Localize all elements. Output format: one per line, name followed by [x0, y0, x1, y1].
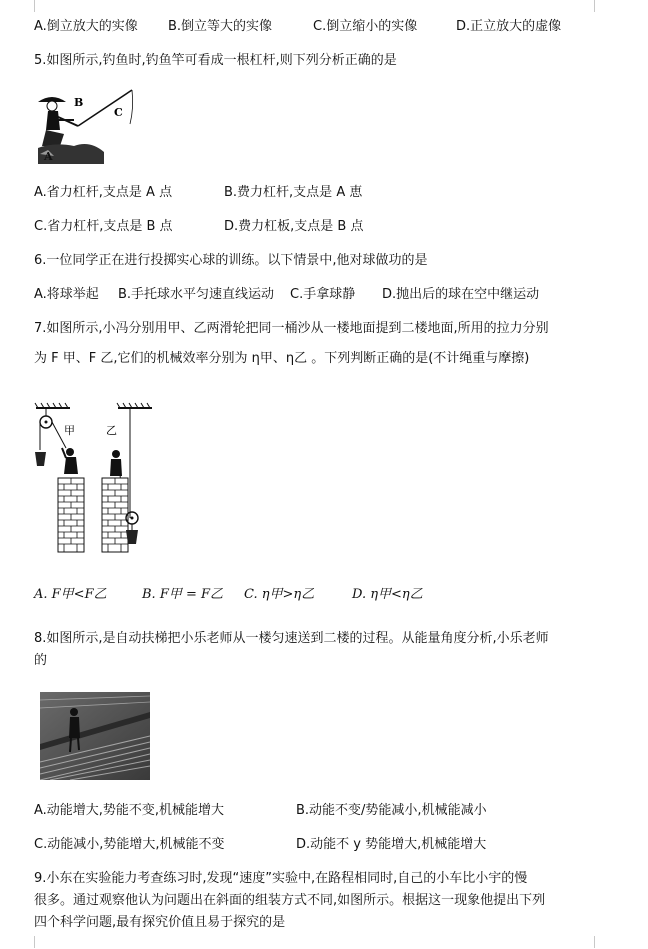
- q7-option-a: A. F甲<F乙: [34, 587, 107, 602]
- label-a: A: [44, 150, 53, 163]
- q4-option-a: A.倒立放大的实像: [34, 19, 138, 34]
- left-bucket: [35, 452, 46, 466]
- fisher-head: [47, 101, 57, 111]
- label-b: B: [74, 96, 84, 109]
- movable-pulley-axle: [131, 517, 134, 520]
- corner-mark-bottom-left: [22, 936, 35, 948]
- q5-stem: 5.如图所示,钓鱼时,钓鱼竿可看成一根杠杆,则下列分析正确的是: [34, 53, 397, 68]
- q7-stem-line-2: 为 F 甲、F 乙,它们的机械效率分别为 η甲、η乙 。下列判断正确的是(不计绳重与摩擦): [34, 351, 530, 366]
- corner-mark-bottom-right: [594, 936, 607, 948]
- label-c: C: [114, 106, 123, 119]
- q8-option-c: C.动能减小,势能增大,机械能不变: [34, 837, 225, 852]
- q8-option-d: D.动能不 y 势能增大,机械能增大: [296, 837, 487, 852]
- label-yi: 乙: [106, 424, 117, 437]
- q6-stem: 6.一位同学正在进行投掷实心球的训练。以下情景中,他对球做功的是: [34, 253, 428, 268]
- label-jia: 甲: [64, 424, 75, 437]
- q5-option-a: A.省力杠杆,支点是 A 点: [34, 185, 173, 200]
- q4-option-c: C.倒立缩小的实像: [313, 19, 418, 34]
- q4-option-b: B.倒立等大的实像: [168, 19, 273, 34]
- q4-option-d: D.正立放大的虚像: [456, 19, 562, 34]
- fishing-figure: [34, 84, 138, 164]
- escalator-photo: [40, 692, 150, 780]
- right-person-body: [110, 459, 122, 476]
- fixed-pulley-axle: [45, 421, 48, 424]
- q8-option-a: A.动能增大,势能不变,机械能增大: [34, 803, 225, 818]
- corner-mark-top-left: [22, 0, 35, 12]
- q6-option-a: A.将球举起: [34, 287, 99, 302]
- q7-stem-line-1: 7.如图所示,小冯分别用甲、乙两滑轮把同一桶沙从一楼地面提到二楼地面,所用的拉力分别: [34, 321, 549, 336]
- q9-stem-line-3: 四个科学问题,最有探究价值且易于探究的是: [34, 915, 286, 930]
- left-person-arm: [62, 448, 66, 458]
- teacher-leg-right: [78, 738, 79, 750]
- q8-stem-line-2: 的: [34, 653, 48, 668]
- left-person-head: [66, 448, 74, 456]
- q6-option-b: B.手托球水平匀速直线运动: [118, 287, 275, 302]
- q9-stem-line-1: 9.小东在实验能力考查练习时,发现“速度”实验中,在路程相同时,自己的小车比小宇的慢: [34, 871, 528, 886]
- left-person-body: [64, 457, 78, 474]
- right-person-head: [112, 450, 120, 458]
- q5-option-c: C.省力杠杆,支点是 B 点: [34, 219, 173, 234]
- q8-stem-line-1: 8.如图所示,是自动扶梯把小乐老师从一楼匀速送到二楼的过程。从能量角度分析,小乐老师: [34, 631, 549, 646]
- corner-mark-top-right: [594, 0, 607, 12]
- q7-option-b: B. F甲 = F乙: [142, 587, 224, 602]
- q6-option-c: C.手拿球静: [290, 287, 356, 302]
- teacher-head: [70, 708, 78, 716]
- q6-option-d: D.抛出后的球在空中继运动: [382, 287, 540, 302]
- q5-option-d: D.费力杠板,支点是 B 点: [224, 219, 364, 234]
- q7-option-c: C. η甲>η乙: [244, 587, 315, 602]
- q9-stem-line-2: 很多。通过观察他认为问题出在斜面的组装方式不同,如图所示。根据这一现象他提出下列: [34, 893, 546, 908]
- teacher-leg-left: [70, 738, 71, 752]
- teacher-body: [69, 717, 80, 738]
- q8-option-b: B.动能不变/势能减小,机械能减小: [296, 803, 487, 818]
- q5-option-b: B.费力杠杆,支点是 A 恵: [224, 185, 363, 200]
- right-bucket: [126, 530, 138, 544]
- q7-option-d: D. η甲<η乙: [352, 587, 423, 602]
- pulley-figure: [34, 402, 166, 554]
